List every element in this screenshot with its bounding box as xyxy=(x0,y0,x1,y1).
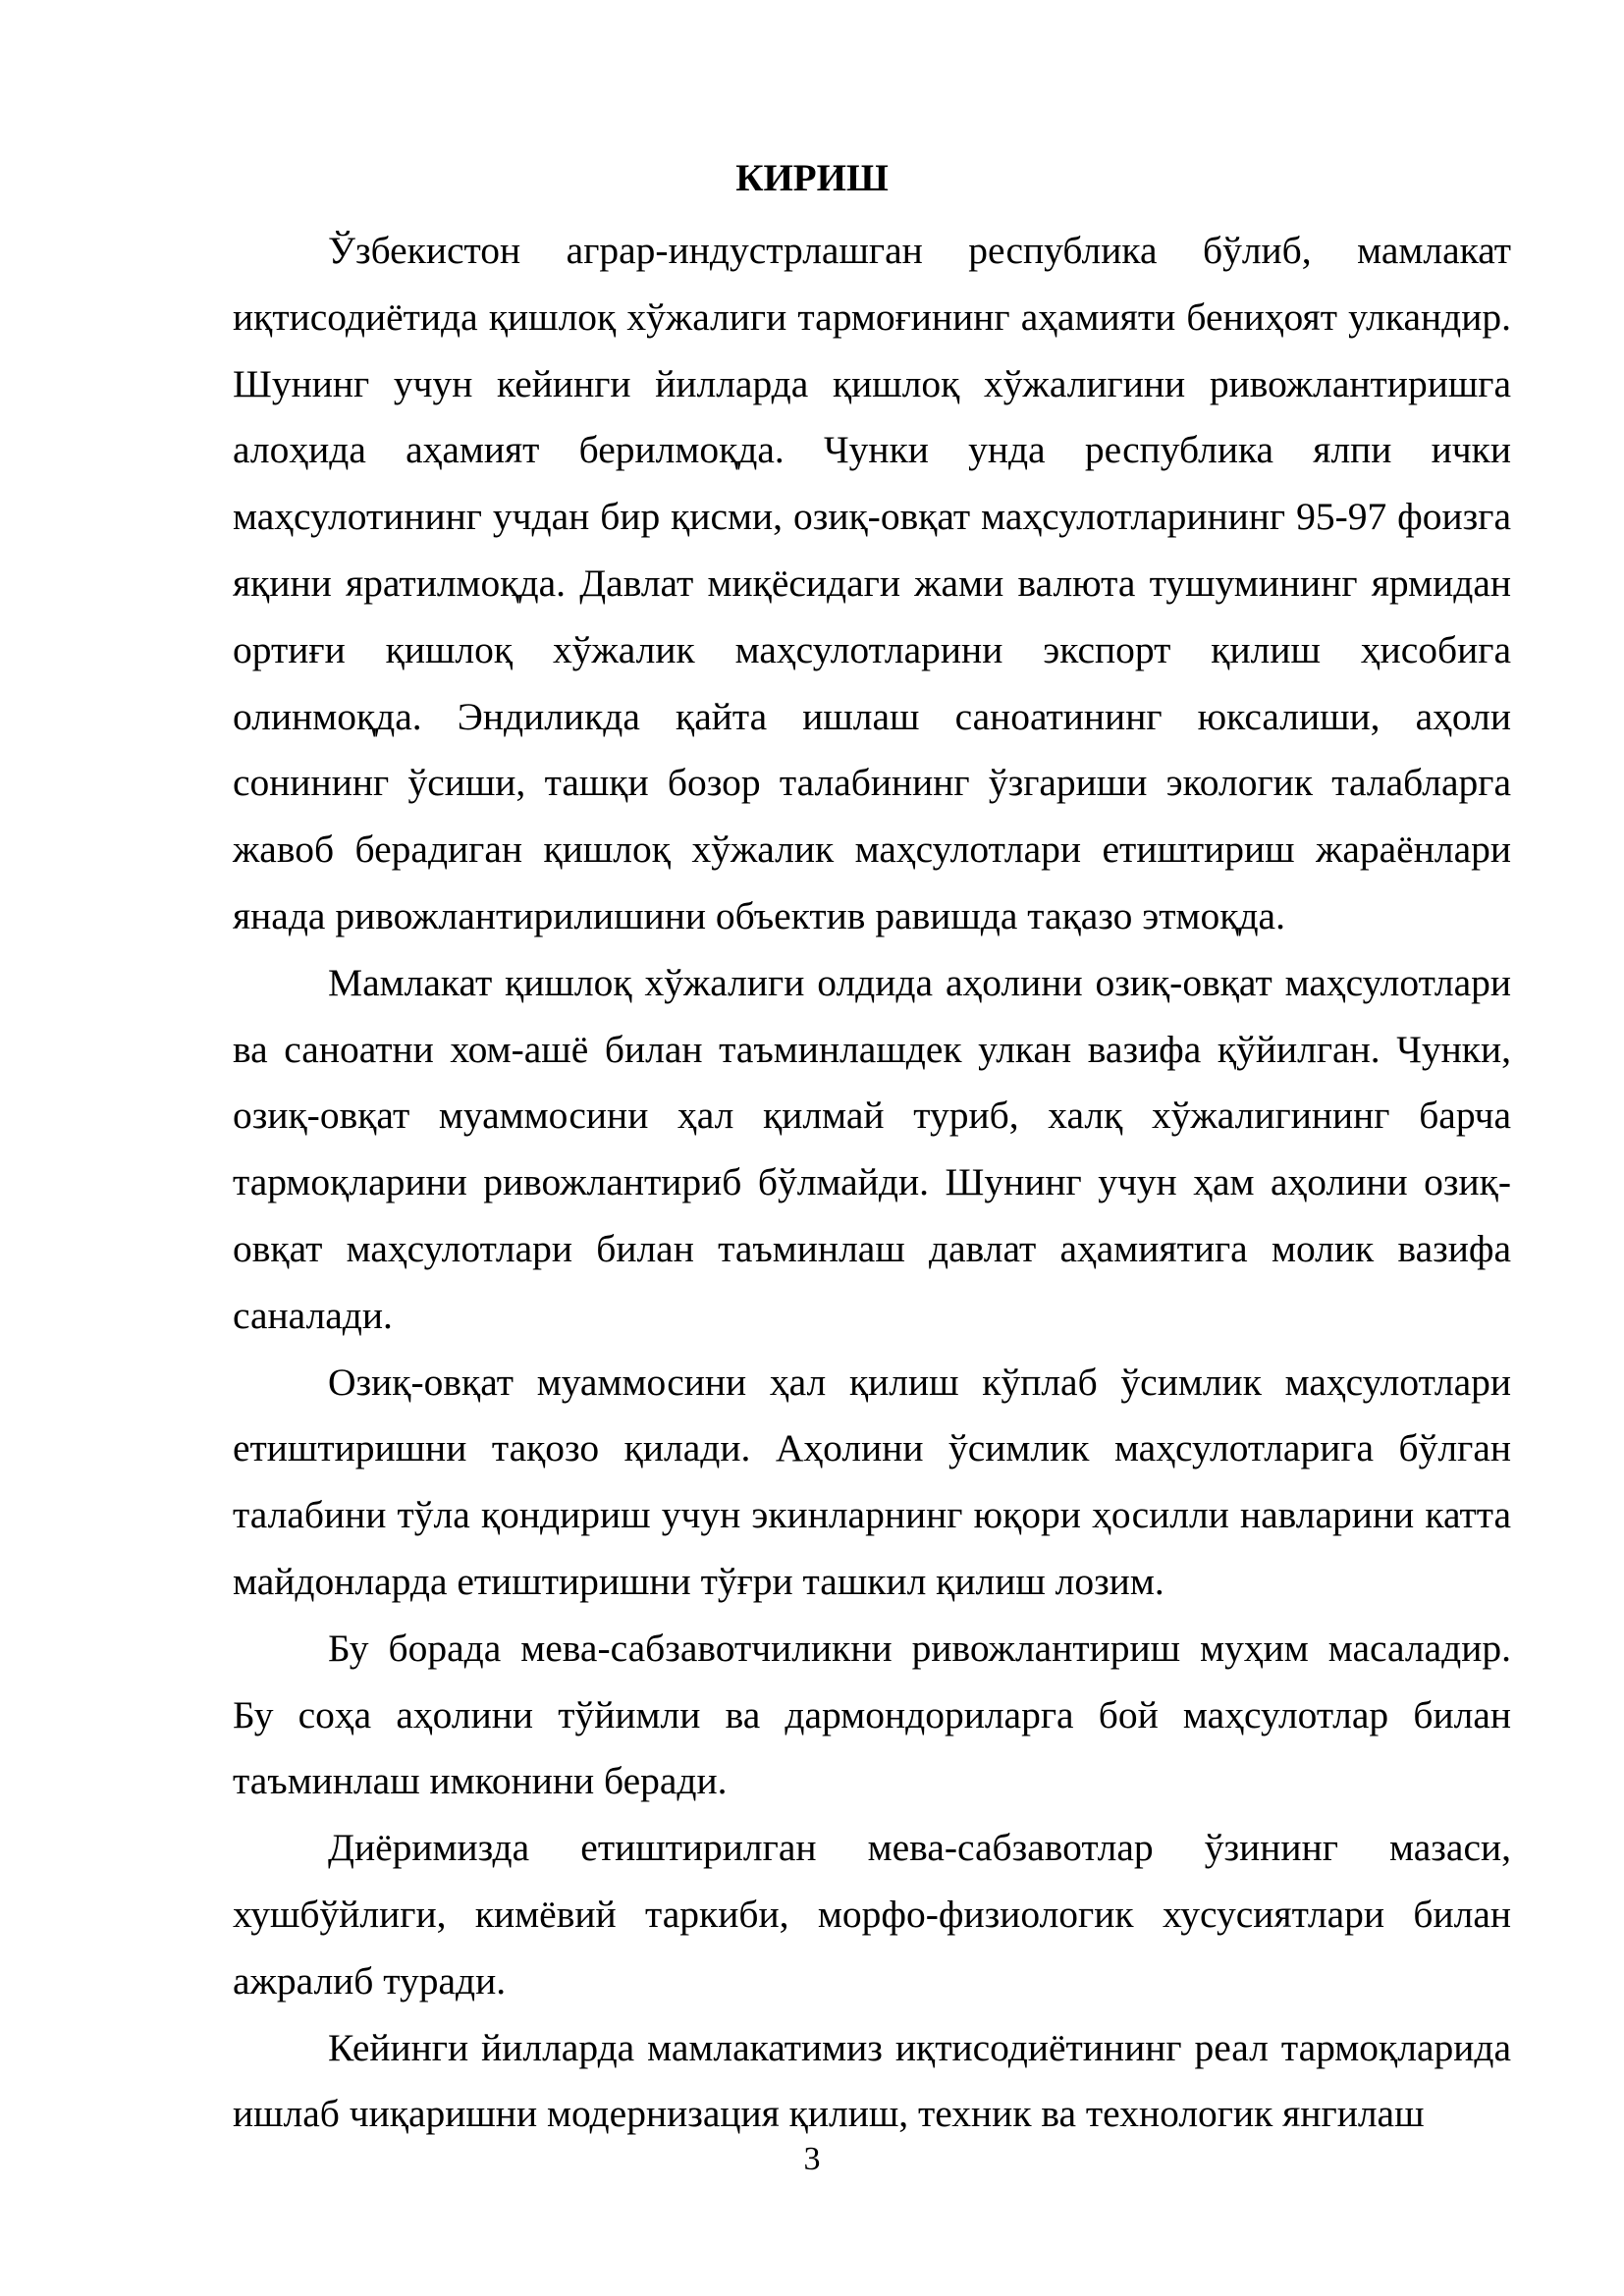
paragraph-6: Кейинги йилларда мамлакатимиз иқтисодиётининг реал тармоқларида ишлаб чиқаришни модернизация қилиш, техник ва технологик янгилаш xyxy=(233,2025,1511,2136)
paragraph-4: Бу борада мева-сабзавотчиликни ривожлантириш муҳим масаладир. Бу соҳа аҳолини тўйимли ва дармондориларга бой маҳсулотлар билан таъминлаш имконини беради. xyxy=(233,1626,1511,1803)
paragraph-3: Озиқ-овқат муаммосини ҳал қилиш кўплаб ўсимлик маҳсулотлари етиштиришни тақозо қилади. Аҳолини ўсимлик маҳсулотларига бўлган талабини тўла қондириш учун экинларнинг юқори ҳосилли навларини катта майдонларда етиштиришни тўғри ташкил қилиш лозим. xyxy=(233,1360,1511,1603)
body-text xyxy=(233,218,1511,2148)
paragraph-2: Мамлакат қишлоқ хўжалиги олдида аҳолини озиқ-овқат маҳсулотлари ва саноатни хом-ашё билан таъминлашдек улкан вазифа қўйилган. Чунки, озиқ-овқат муаммосини ҳал қилмай туриб, халқ хўжалигининг барча тармоқларини ривожлантириб бўлмайди. Шунинг учун ҳам аҳолини озиқ-овқат маҳсулотлари билан таъминлаш давлат аҳамиятига молик вазифа саналади. xyxy=(233,960,1511,1337)
page-number: 3 xyxy=(803,2141,821,2177)
paragraph-1: Ўзбекистон аграр-индустрлашган республика бўлиб, мамлакат иқтисодиётида қишлоқ хўжалиги тармоғининг аҳамияти бениҳоят улкандир. Шунинг учун кейинги йилларда қишлоқ хўжалигини ривожлантиришга алоҳида аҳамият берилмоқда. Чунки унда республика ялпи ички маҳсулотининг учдан бир қисми, озиқ-овқат маҳсулотларининг 95-97 фоизга яқини яратилмоқда. Давлат миқёсидаги жами валюта тушумининг ярмидан ортиғи қишлоқ хўжалик маҳсулотларини экспорт қилиш ҳисобига олинмоқда. Эндиликда қайта ишлаш саноатининг юксалиши, аҳоли сонининг ўсиши, ташқи бозор талабининг ўзгариши экологик талабларга жавоб берадиган қишлоқ хўжалик маҳсулотлари етиштириш жараёнлари янада ривожлантирилишини объектив равишда тақазо этмоқда. xyxy=(233,229,1511,937)
section-title: КИРИШ xyxy=(735,157,889,199)
paragraph-5: Диёримизда етиштирилган мева-сабзавотлар ўзининг мазаси, хушбўйлиги, кимёвий таркиби, морфо-физиологик хусусиятлари билан ажралиб туради. xyxy=(233,1826,1511,2002)
